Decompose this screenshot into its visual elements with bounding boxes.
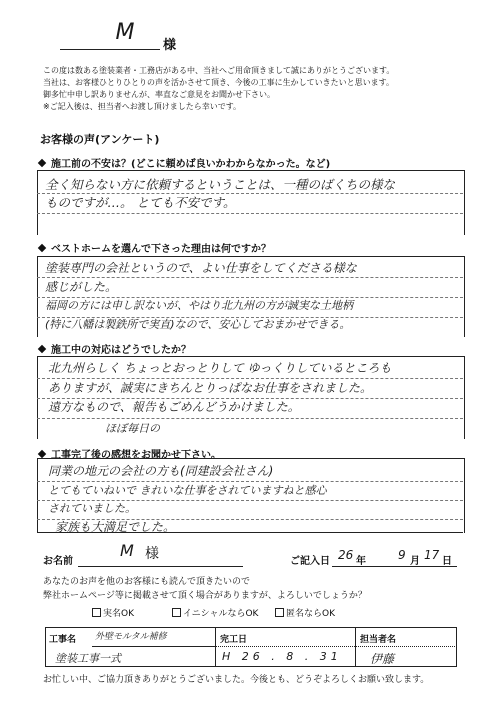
diamond-icon	[38, 159, 46, 167]
table-underline	[92, 646, 215, 647]
answer-4-line-3: されていました。	[48, 502, 136, 515]
date-underline	[332, 566, 457, 567]
option-anonymous[interactable]: 匿名ならOK	[275, 606, 335, 619]
answer-2-line-2: 感じがした。	[45, 280, 118, 294]
name-label: お名前	[43, 556, 73, 567]
construction-value-1: 外壁モルタル補修	[95, 632, 167, 642]
closing-message: お忙しい中、ご協力頂きありがとうございました。今後とも、どうぞよろしくお願い致します。	[43, 675, 430, 685]
intro-line-2: 当社は、お客様ひとりひとりの声を活かさせて頂き、今後の工事に生かしていきたいと思います。	[43, 78, 395, 87]
checkbox-icon[interactable]	[92, 608, 101, 617]
question-4-text: 工事完了後の感想をお聞かせ下さい。	[51, 450, 221, 461]
customer-name-top: M	[115, 20, 135, 45]
name-underline	[78, 566, 243, 567]
question-3-label	[38, 341, 191, 356]
answer-3-line-1: 北九州らしく ちょっとおっとりして ゆっくりしているところも	[48, 361, 392, 375]
date-day: 17	[424, 548, 440, 562]
checkbox-icon[interactable]	[275, 608, 284, 617]
answer-3-line-2: ありますが、誠実にきちんとりっぱなお仕事をされました。	[48, 381, 373, 395]
customer-suffix-top: 様	[163, 38, 177, 53]
answer-2-line-1: 塗装専門の会社というので、よい仕事をしてくださる様な	[45, 261, 357, 275]
answer-3-line-3: 遠方なもので、報告もごめんどうかけました。	[48, 400, 300, 414]
checkbox-icon[interactable]	[172, 608, 181, 617]
question-1-label	[38, 155, 330, 170]
diamond-icon	[38, 345, 46, 353]
intro-line-3: 御多忙中申し訳ありませんが、率直なご意見をお聞かせ下さい。	[43, 90, 275, 99]
completion-value: H 26 . 8 . 31	[222, 650, 342, 663]
intro-line-1: この度は数ある塗装業者・工務店がある中、当社へご用命頂きまして誠にありがとうございます。	[43, 66, 395, 75]
intro-line-4: ※ご記入後は、担当者へお渡し頂けましたら幸いです。	[43, 102, 242, 111]
diamond-icon	[38, 450, 46, 458]
ruled-line	[37, 213, 463, 214]
option-initials[interactable]: イニシャルならOK	[172, 606, 258, 619]
answer-4-line-4: 家族も大満足でした。	[55, 520, 176, 534]
option-real-name[interactable]: 実名OK	[92, 606, 134, 619]
answer-2-line-3: 福岡の方には申し訳ないが、やはり北九州の方が誠実な土地柄	[45, 299, 353, 312]
survey-heading: お客様の声(アンケート)	[40, 133, 160, 146]
staff-value: 伊藤	[370, 652, 395, 666]
ruled-line	[37, 418, 463, 419]
permission-line-2: 弊社ホームページ等に掲載させて頂く場合がありますが、よろしいでしょうか？	[43, 591, 367, 601]
date-label: ご記入日	[290, 556, 330, 567]
survey-bottom-rule	[37, 532, 463, 533]
answer-4-line-2: とてもていねいで きれいな仕事をされていますねと感心	[48, 484, 327, 497]
answer-3-insertion: ほぼ毎日の	[105, 422, 160, 435]
name-suffix: 様	[145, 546, 159, 562]
question-2-text: ベストホームを選んで下さった理由は何ですか？	[51, 244, 271, 255]
answer-1-line-2: ものですが…。 とても不安です。	[45, 195, 236, 210]
year-unit: 年	[356, 556, 366, 567]
date-year: 26	[338, 548, 354, 562]
table-divider	[355, 627, 356, 667]
answer-2-line-4: (特に八幡は製鉄所で実直)なので、安心しておまかせできる。	[45, 318, 351, 331]
construction-value-2: 塗装工事一式	[55, 652, 121, 665]
date-month: 9	[398, 548, 406, 562]
name-underline	[60, 49, 160, 50]
staff-label: 担当者名	[360, 635, 397, 645]
table-divider	[215, 627, 216, 667]
permission-line-1: あなたのお声を他のお客様にも読んで頂きたいので	[43, 577, 251, 587]
table-underline	[215, 646, 455, 647]
construction-label: 工事名	[49, 635, 77, 645]
name-value: M	[120, 541, 134, 560]
day-unit: 日	[442, 556, 452, 567]
month-unit: 月	[410, 556, 420, 567]
completion-label: 完工日	[220, 635, 248, 645]
question-1-text: 施工前の不安は？(どこに頼めば良いかわからなかった。など)	[51, 159, 331, 170]
question-3-text: 施工中の対応はどうでしたか？	[51, 345, 191, 356]
answer-1-line-1: 全く知らない方に依頼するということは、一種のばくちの様な	[45, 177, 396, 192]
question-2-label	[38, 240, 271, 255]
diamond-icon	[38, 244, 46, 252]
answer-4-line-1: 同業の地元の会社の方も(同建設会社さん)	[48, 464, 274, 478]
